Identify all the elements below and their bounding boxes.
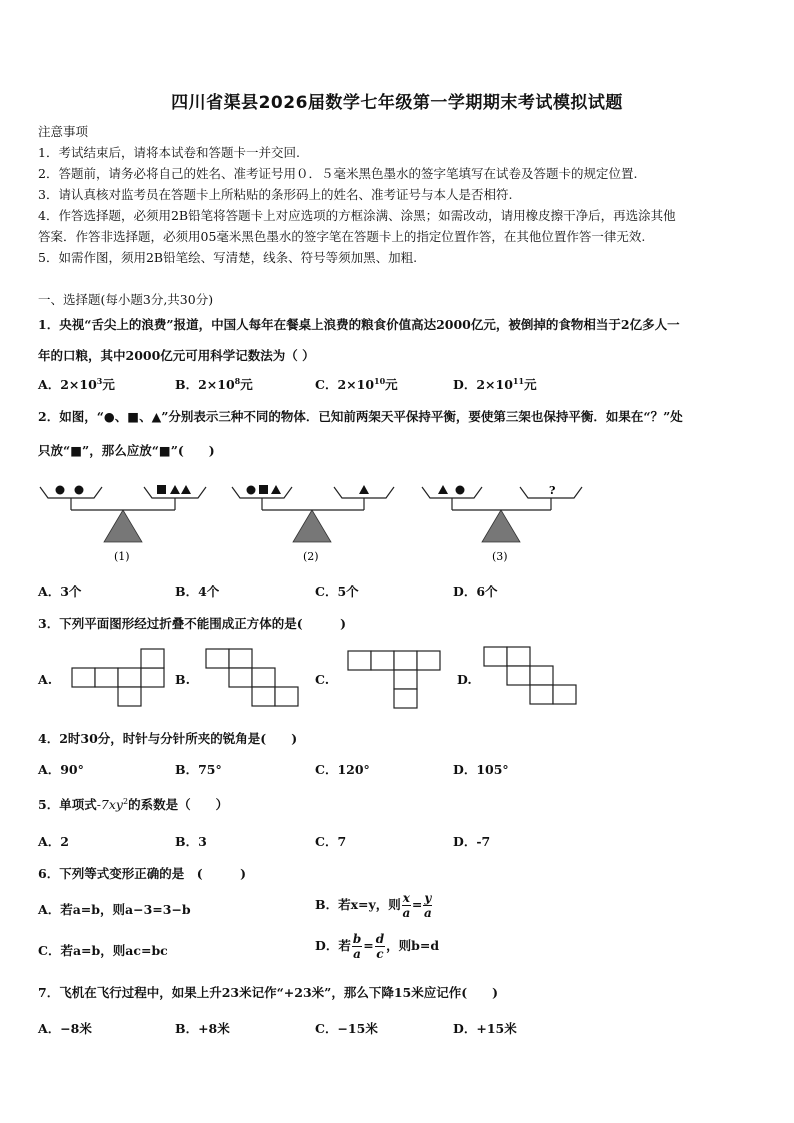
balance-scale-3 (422, 484, 582, 542)
q3-label-a: A. (38, 672, 53, 687)
square-icon (157, 485, 166, 494)
q3-label-d: D. (457, 672, 472, 687)
notice-item: 答案．作答非选择题，必须用05毫米黑色墨水的签字笔在答题卡上的指定位置作答，在其他位置作答一律无效. (38, 229, 646, 244)
q2-stem-line1: 2．如图，“●、■、▲”分别表示三种不同的物体．已知前两架天平保持平衡，要使第三架也保持平衡．如果在“？”处 (38, 409, 683, 424)
notice-heading: 注意事项 (38, 124, 89, 139)
circle-icon (56, 486, 65, 495)
q6-option-c: C．若a=b，则ac=bc (38, 943, 168, 958)
q7-stem: 7．飞机在飞行过程中，如果上升23米记作“+23米”，那么下降15米应记作( ) (38, 985, 499, 1000)
q5-option-b: B．3 (175, 834, 207, 849)
cube-net-b (205, 648, 301, 710)
cube-net-a (72, 648, 166, 708)
triangle-icon (438, 485, 448, 494)
q2-option-b: B．4个 (175, 584, 220, 599)
scale-caption-1: (1) (114, 550, 130, 563)
notice-item: 1．考试结束后，请将本试卷和答题卡一并交回. (38, 145, 300, 160)
q2-option-c: C．5个 (315, 584, 359, 599)
q5-option-a: A．2 (38, 834, 69, 849)
scale-caption-3: (3) (492, 550, 508, 563)
q1-stem-line2: 年的口粮，其中2000亿元可用科学记数法为（ ） (38, 348, 315, 363)
balance-scale-1 (40, 485, 206, 542)
q3-stem: 3．下列平面图形经过折叠不能围成正方体的是( ) (38, 616, 347, 631)
q2-stem-line2: 只放“■”，那么应放“■”( ) (38, 443, 215, 458)
notice-item: 4．作答选择题，必须用2B铅笔将答题卡上对应选项的方框涂满、涂黑；如需改动，请用橡皮擦干净后，再选涂其他 (38, 208, 676, 223)
q7-option-a: A．−8米 (38, 1021, 92, 1036)
q4-option-c: C．120° (315, 762, 370, 777)
q3-label-c: C. (315, 672, 330, 687)
scale-caption-2: (2) (303, 550, 319, 563)
triangle-icon (181, 485, 191, 494)
notice-item: 5．如需作图，须用2B铅笔绘、写清楚，线条、符号等须加黑、加粗. (38, 250, 418, 265)
q2-option-d: D．6个 (453, 584, 498, 599)
q6-option-a: A．若a=b，则a−3=3−b (38, 902, 191, 917)
q6-option-b: B．若x=y，则 $\frac{x}{a}$ = $\frac{y}{a}$ (315, 891, 432, 920)
q1-option-c: C．$2\times 10^{10}$元 (315, 375, 398, 392)
notice-item: 3．请认真核对监考员在答题卡上所粘贴的条形码上的姓名、准考证号与本人是否相符. (38, 187, 513, 202)
notice-item: 2．答题前，请务必将自己的姓名、准考证号用０．５毫米黑色墨水的签字笔填写在试卷及答题卡的规定位置. (38, 166, 638, 181)
q1-option-b: B．$2\times 10^8$元 (175, 375, 253, 392)
q6-stem: 6．下列等式变形正确的是 ( ) (38, 866, 247, 881)
q4-option-d: D．105° (453, 762, 509, 777)
q1-stem-line1: 1．央视“舌尖上的浪费”报道，中国人每年在餐桌上浪费的粮食价值高达2000亿元，被倒掉的食物相当于2亿多人一 (38, 317, 680, 332)
q4-option-b: B．75° (175, 762, 222, 777)
q1-option-d: D．$2\times 10^{11}$元 (453, 375, 537, 392)
q5-option-c: C．7 (315, 834, 347, 849)
cube-net-d (483, 646, 579, 708)
q6-option-d: D．若 $\frac{b}{a}$ = $\frac{d}{c}$ ，则b=d (315, 932, 440, 961)
q2-option-a: A．3个 (38, 584, 82, 599)
cube-net-c (347, 650, 441, 712)
q7-option-c: C．−15米 (315, 1021, 378, 1036)
triangle-icon (170, 485, 180, 494)
q4-stem: 4．2时30分，时针与分针所夹的锐角是( ) (38, 731, 298, 746)
triangle-icon (271, 485, 281, 494)
balance-scales-figure (0, 478, 794, 568)
q4-option-a: A．90° (38, 762, 84, 777)
section-heading: 一、选择题(每小题3分,共30分) (38, 292, 214, 307)
circle-icon (247, 486, 256, 495)
balance-scale-2 (232, 485, 394, 542)
triangle-icon (359, 485, 369, 494)
circle-icon (456, 486, 465, 495)
square-icon (259, 485, 268, 494)
q5-option-d: D．-7 (453, 834, 491, 849)
question-mark: ? (549, 484, 556, 497)
q1-option-a: A．$2\times 10^3$元 (38, 375, 115, 392)
q5-stem: 5．单项式$-7xy^2$的系数是（ ） (38, 796, 229, 812)
q7-option-d: D．+15米 (453, 1021, 517, 1036)
q3-label-b: B. (175, 672, 190, 687)
q7-option-b: B．+8米 (175, 1021, 230, 1036)
page-title: 四川省渠县2026届数学七年级第一学期期末考试模拟试题 (171, 93, 623, 113)
circle-icon (75, 486, 84, 495)
